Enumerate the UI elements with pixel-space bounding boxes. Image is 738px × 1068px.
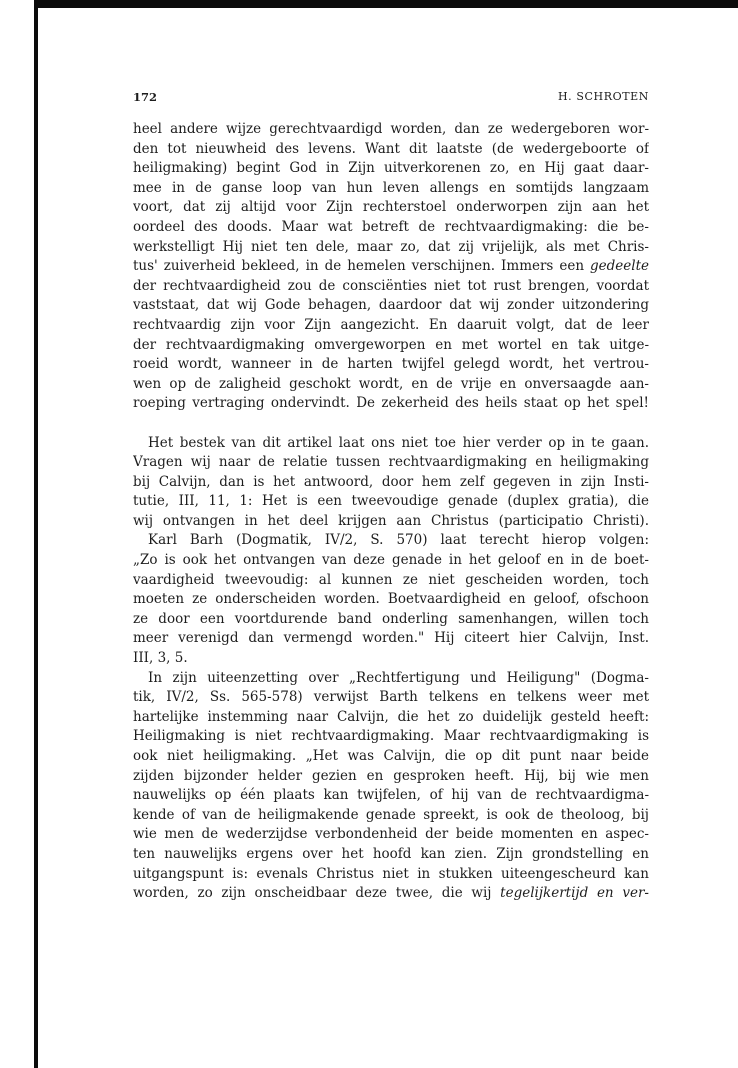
running-head: H. SCHROTEN xyxy=(557,90,649,103)
page-number: 172 xyxy=(133,90,158,104)
text-line: uitgangspunt is: evenals Christus niet in stukken uiteengescheurd kan xyxy=(133,865,649,882)
italic-text-run: tegelijkertijd en ver- xyxy=(500,885,649,902)
text-line: moeten ze onderscheiden worden. Boetvaardigheid en geloof, ofschoon xyxy=(133,591,649,608)
scan-top-border xyxy=(34,0,738,8)
text-line: Heiligmaking is niet rechtvaardigmaking. Maar rechtvaardigmaking is xyxy=(133,728,649,745)
paragraph xyxy=(133,531,649,668)
page-header xyxy=(133,90,649,106)
paragraph-gap xyxy=(133,414,649,434)
text-line: kende of van de heiligmakende genade spreekt, is ook de theoloog, bij xyxy=(133,806,649,823)
paragraph xyxy=(133,434,649,532)
text-line: ten nauwelijks ergens over het hoofd kan zien. Zijn grondstelling en xyxy=(133,845,649,862)
italic-text-run: gedeelte xyxy=(590,258,649,275)
text-line: tik, IV/2, Ss. 565-578) verwijst Barth telkens en telkens weer met xyxy=(133,689,649,706)
text-line: oordeel des doods. Maar wat betreft de rechtvaardigmaking: die be- xyxy=(133,218,649,235)
text-line: meer verenigd dan vermengd worden." Hij citeert hier Calvijn, Inst. xyxy=(133,630,649,647)
text-line: rechtvaardig zijn voor Zijn aangezicht. En daaruit volgt, dat de leer xyxy=(133,316,649,333)
text-run: tus' zuiverheid bekleed, in de hemelen verschijnen. Immers een xyxy=(133,258,591,275)
text-line xyxy=(133,257,649,277)
text-line: voort, dat zij altijd voor Zijn rechterstoel onderworpen zijn aan het xyxy=(133,199,649,216)
text-line: ook niet heiligmaking. „Het was Calvijn, die op dit punt naar beide xyxy=(133,748,649,764)
text-line: In zijn uiteenzetting over „Rechtfertigung und Heiligung" (Dogma- xyxy=(148,669,649,686)
text-line: hartelijke instemming naar Calvijn, die het zo duidelijk gesteld heeft: xyxy=(133,708,649,725)
text-line: III, 3, 5. xyxy=(133,650,188,667)
text-line: den tot nieuwheid des levens. Want dit laatste (de wedergeboorte of xyxy=(133,140,649,157)
text-line: Vragen wij naar de relatie tussen rechtvaardigmaking en heiligmaking xyxy=(133,454,649,471)
text-line: der rechtvaardigheid zou de consciënties niet tot rust brengen, voordat xyxy=(133,277,649,294)
text-line: heel andere wijze gerechtvaardigd worden, dan ze wedergeboren wor- xyxy=(133,121,649,137)
text-line: heiligmaking) begint God in Zijn uitverkorenen zo, en Hij gaat daar- xyxy=(133,160,649,177)
body-text xyxy=(133,120,649,904)
text-line: vaststaat, dat wij Gode behagen, daardoor dat wij zonder uitzondering xyxy=(133,297,649,314)
text-line xyxy=(133,884,649,904)
scan-left-border xyxy=(34,0,38,1068)
text-line: bij Calvijn, dan is het antwoord, door hem zelf gegeven in zijn Insti- xyxy=(133,473,649,490)
text-line: mee in de ganse loop van hun leven allengs en somtijds langzaam xyxy=(133,179,649,196)
text-line: wie men de wederzijdse verbondenheid der beide momenten en aspec- xyxy=(133,826,649,843)
text-line: roeid wordt, wanneer in de harten twijfel gelegd wordt, het vertrou- xyxy=(133,356,649,373)
paragraph xyxy=(133,120,649,414)
text-line: der rechtvaardigmaking omvergeworpen en met wortel en tak uitge- xyxy=(133,336,649,353)
text-line: roeping vertraging ondervindt. De zekerheid des heils staat op het spel! xyxy=(133,395,649,412)
text-line: wij ontvangen in het deel krijgen aan Christus (participatio Christi). xyxy=(133,512,649,529)
text-line: ze door een voortdurende band onderling samenhangen, willen toch xyxy=(133,610,649,627)
text-line: tutie, III, 11, 1: Het is een tweevoudige genade (duplex gratia), die xyxy=(133,493,649,510)
text-line: „Zo is ook het ontvangen van deze genade in het geloof en in de boet- xyxy=(133,552,649,569)
text-line: werkstelligt Hij niet ten dele, maar zo, dat zij vrijelijk, als met Chris- xyxy=(133,238,649,255)
paragraph xyxy=(133,669,649,904)
text-line: wen op de zaligheid geschokt wordt, en de vrije en onversaagde aan- xyxy=(133,375,649,392)
text-line: nauwelijks op één plaats kan twijfelen, of hij van de rechtvaardigma- xyxy=(133,787,649,804)
text-line: vaardigheid tweevoudig: al kunnen ze niet gescheiden worden, toch xyxy=(133,571,649,588)
text-run: worden, zo zijn onscheidbaar deze twee, die wij xyxy=(133,885,501,902)
text-line: Het bestek van dit artikel laat ons niet toe hier verder op in te gaan. xyxy=(148,434,649,451)
text-line: zijden bijzonder helder gezien en gesproken heeft. Hij, bij wie men xyxy=(133,767,649,784)
text-line: Karl Barh (Dogmatik, IV/2, S. 570) laat terecht hierop volgen: xyxy=(148,532,649,549)
